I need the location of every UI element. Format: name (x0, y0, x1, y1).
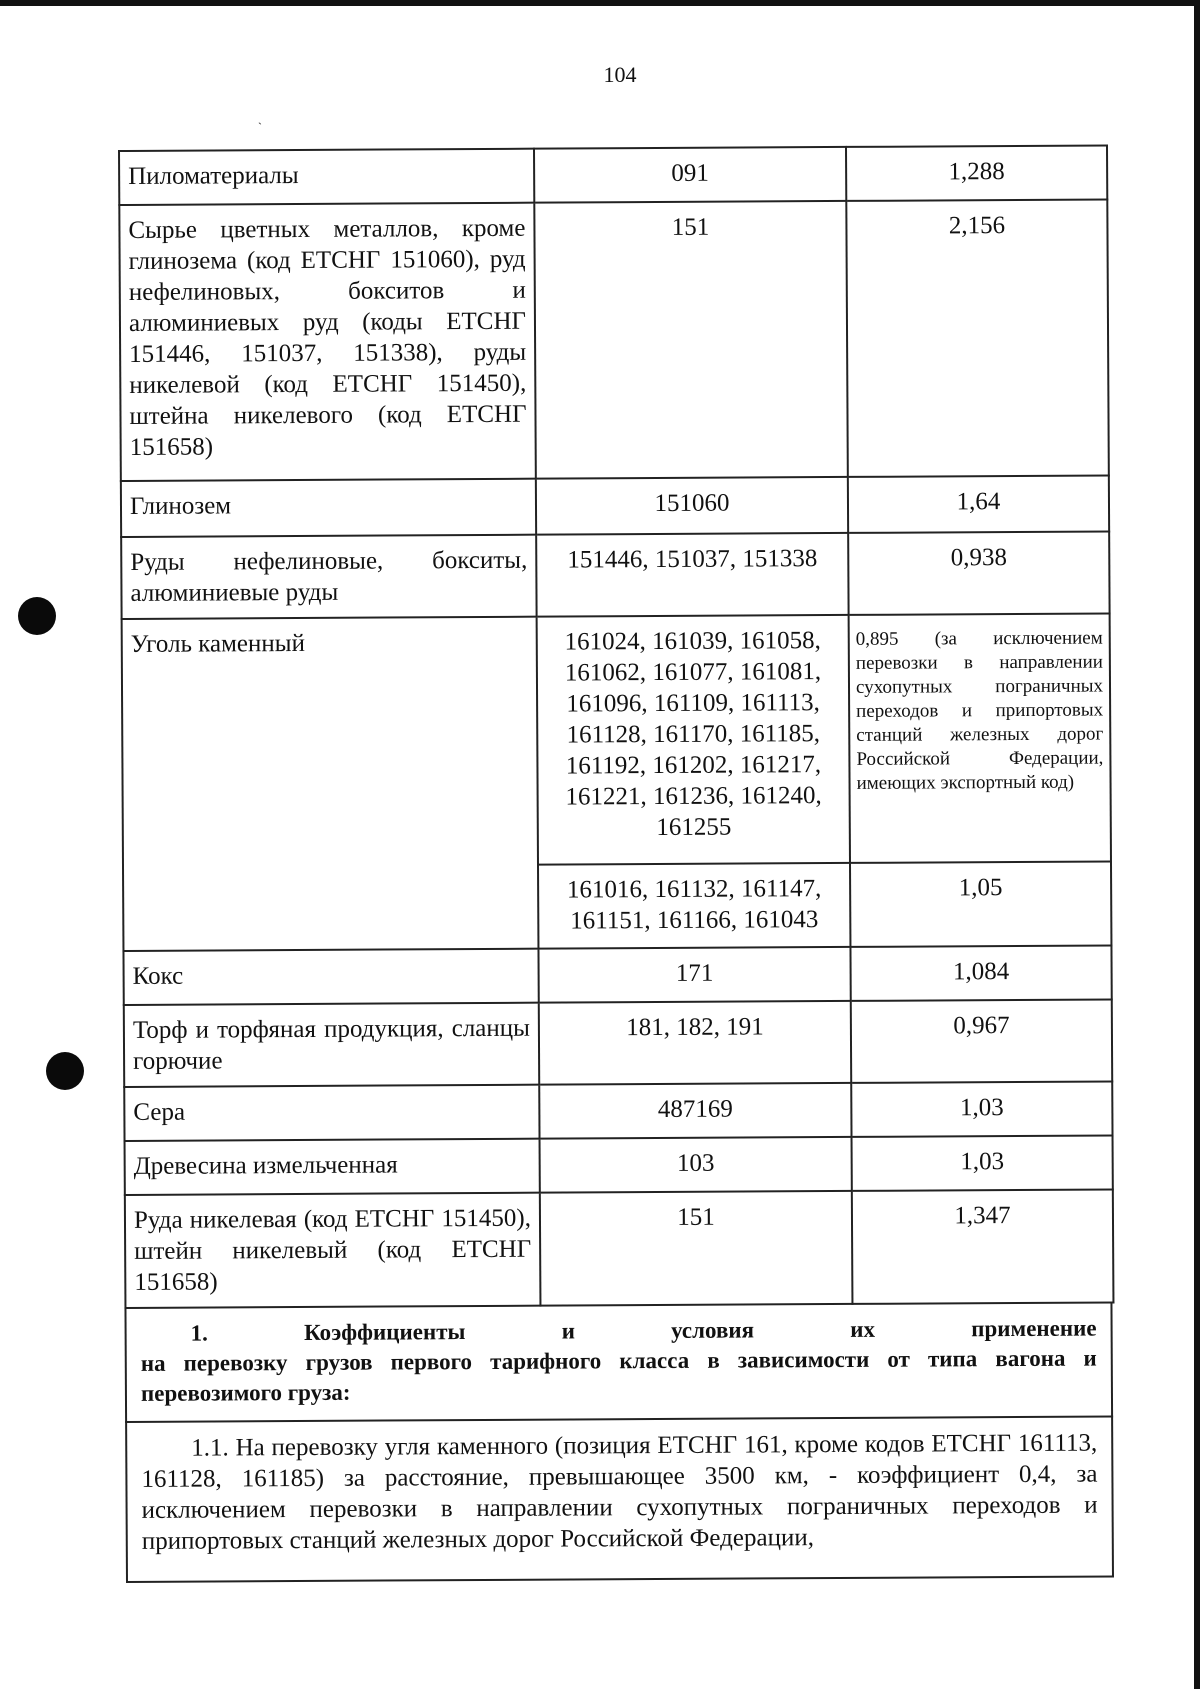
heading-word: их (850, 1316, 876, 1342)
coefficient-cell: 0,938 (848, 531, 1109, 614)
etsng-code-cell: 151 (534, 201, 848, 479)
cargo-name-cell: Кокс (123, 949, 538, 1005)
table-row (125, 1189, 1114, 1308)
etsng-code-cell: 103 (540, 1137, 852, 1193)
heading-word: Коэффициенты (303, 1319, 466, 1345)
section-heading (124, 1303, 1113, 1423)
table-row (119, 199, 1109, 481)
coefficient-cell: 1,03 (852, 1135, 1113, 1190)
heading-word: применение (971, 1315, 1097, 1342)
coefficient-cell: 1,288 (846, 145, 1107, 200)
coefficient-cell: 0,967 (851, 999, 1112, 1082)
coefficient-cell: 1,64 (848, 475, 1109, 532)
cargo-name-cell: Руды нефелиновые, бокситы, алюминиевые руды (121, 535, 536, 619)
etsng-code-cell: 151446, 151037, 151338 (536, 533, 848, 617)
section-number: 1. (190, 1320, 208, 1346)
coefficient-cell: 1,03 (851, 1081, 1112, 1136)
etsng-code-cell: 487169 (539, 1083, 851, 1139)
table-row (121, 531, 1109, 619)
etsng-code-cell: 161024, 161039, 161058, 161062, 161077, 161081, 161096, 161109, 161113, 161128, 161170, 161185, 161192, 161202, 161217, 161221, 161236, 161240, 161255 (537, 615, 850, 865)
etsng-code-cell: 161016, 161132, 161147, 161151, 161166, 161043 (538, 863, 850, 949)
cargo-name-cell: Уголь каменный (122, 617, 539, 951)
coefficients-table (118, 144, 1114, 1309)
cargo-name-cell: Древесина измельченная (125, 1139, 540, 1195)
table-row (122, 613, 1111, 867)
etsng-code-cell: 091 (534, 147, 846, 203)
table-row (123, 945, 1111, 1005)
section-heading-rest: на перевозку грузов первого тарифного класса в зависимости от типа вагона и перевозимого груза: (140, 1345, 1097, 1406)
cargo-name-cell: Глинозем (121, 479, 536, 537)
cargo-name-cell: Сера (124, 1085, 539, 1141)
cargo-name-cell: Торф и торфяная продукция, сланцы горючие (124, 1003, 539, 1087)
cargo-name-cell: Руда никелевая (код ЕТСНГ 151450), штейн никелевый (код ЕТСНГ 151658) (125, 1193, 541, 1308)
table-row (124, 999, 1112, 1087)
etsng-code-cell: 151060 (536, 477, 848, 535)
table-row (119, 145, 1107, 205)
cargo-name-cell: Пиломатериалы (119, 149, 534, 205)
cargo-name-cell: Сырье цветных металлов, кроме глинозема (код ЕТСНГ 151060), руд нефелиновых, бокситов и алюминиевых руд (коды ЕТСНГ 151446, 151037, 151338), руды никелевой (код ЕТСНГ 151450), штейна никелевого (код ЕТСНГ 151658) (119, 203, 536, 481)
coefficient-cell: 0,895 (за исключением перевозки в направлении сухопутных пограничных переходов и припортовых станций железных дорог Российской Федерации, имеющих экспортный код) (849, 613, 1111, 862)
page-number: 104 (603, 62, 637, 87)
punch-hole-mark (46, 1052, 84, 1090)
scan-edge-top (0, 0, 1200, 6)
table-row (125, 1135, 1113, 1195)
coefficient-cell: 1,084 (850, 945, 1111, 1000)
coefficient-cell: 2,156 (846, 199, 1109, 476)
document-body (118, 144, 1114, 1582)
punch-hole-mark (18, 597, 56, 635)
table-row (121, 475, 1109, 537)
etsng-code-cell: 181, 182, 191 (539, 1001, 851, 1085)
etsng-code-cell: 171 (538, 947, 850, 1003)
etsng-code-cell: 151 (540, 1191, 853, 1306)
heading-word: и (561, 1318, 575, 1344)
table-row (124, 1081, 1112, 1141)
scan-speck: ` (258, 120, 262, 134)
scan-edge-right (1194, 0, 1200, 1689)
paragraph-1-1: 1.1. На перевозку угля каменного (позиция ЕТСНГ 161, кроме кодов ЕТСНГ 161113, 161128, 161185) за расстояние, превышающее 3500 км, - коэффициент 0,4, за исключением перевозки в направлении сухопутных пограничных переходов и припортовых станций железных дорог Российской Федерации, (125, 1417, 1114, 1583)
coefficient-cell: 1,347 (852, 1189, 1114, 1303)
heading-word: условия (671, 1317, 755, 1343)
coefficient-cell: 1,05 (850, 861, 1111, 946)
